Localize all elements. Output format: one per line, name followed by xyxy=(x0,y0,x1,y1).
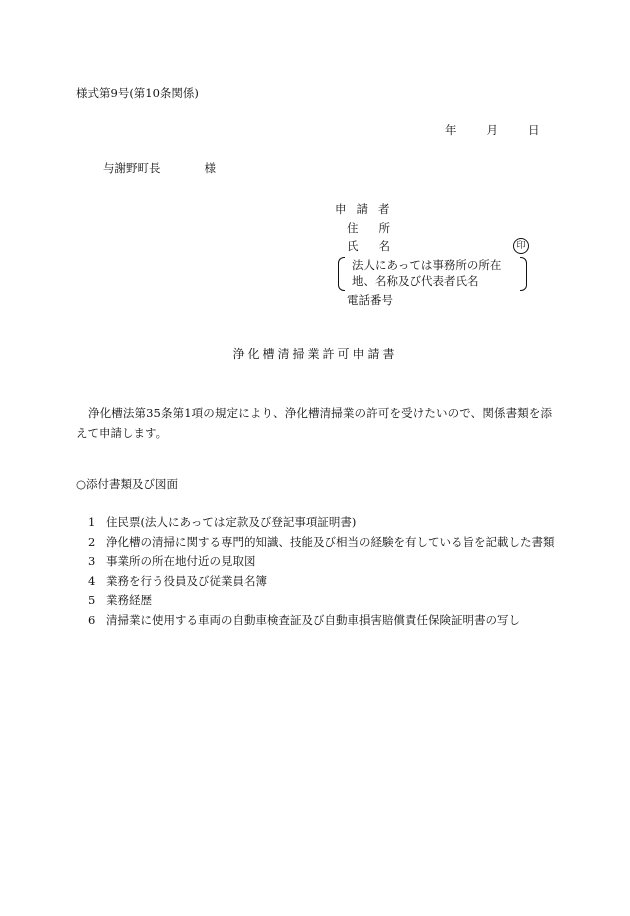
attachments-heading: ○添付書類及び図面 xyxy=(76,477,179,491)
item-text: 事業所の所在地付近の見取図 xyxy=(106,554,256,568)
addressee xyxy=(103,161,216,175)
corporate-note-line2: 地、名称及び代表者氏名 xyxy=(352,273,479,288)
item-number: 3 xyxy=(88,554,96,568)
document-title: 浄化槽清掃業許可申請書 xyxy=(232,347,398,361)
list-item xyxy=(88,533,558,553)
applicant-heading: 申請者 xyxy=(335,202,400,216)
date-day-label: 日 xyxy=(528,123,540,137)
list-item xyxy=(88,572,558,592)
date-month-label: 月 xyxy=(486,123,498,137)
item-text: 住民票(法人にあっては定款及び登記事項証明書) xyxy=(106,515,357,529)
phone-label: 電話番号 xyxy=(347,292,393,307)
date-line xyxy=(445,123,540,137)
list-item xyxy=(88,611,558,631)
list-item xyxy=(88,552,558,572)
list-item xyxy=(88,513,558,533)
item-number: 6 xyxy=(88,612,96,627)
corporate-note-line1: 法人にあっては事務所の所在 xyxy=(352,257,502,272)
item-number: 5 xyxy=(88,593,96,607)
left-bracket-icon xyxy=(338,257,345,291)
right-bracket-icon xyxy=(520,257,527,291)
item-number: 4 xyxy=(88,573,96,588)
item-text: 浄化槽の清掃に関する専門的知識、技能及び相当の経験を有している旨を記載した書類 xyxy=(106,534,555,549)
list-item xyxy=(88,591,558,611)
date-year-label: 年 xyxy=(445,123,457,137)
item-number: 1 xyxy=(88,515,96,529)
addressee-honorific: 様 xyxy=(204,161,216,175)
name-label: 氏名 xyxy=(347,239,410,253)
seal-icon: 印 xyxy=(513,238,529,254)
application-body-text: 浄化槽法第35条第1項の規定により、浄化槽清掃業の許可を受けたいので、関係書類を添えて申請します。 xyxy=(76,406,552,440)
applicant-block xyxy=(335,200,526,309)
addressee-name: 与謝野町長 xyxy=(103,161,161,175)
corporate-note xyxy=(335,257,501,291)
item-text: 清掃業に使用する車両の自動車検査証及び自動車損害賠償責任保険証明書の写し xyxy=(106,612,520,627)
attachments-list xyxy=(88,513,558,630)
item-number: 2 xyxy=(88,534,96,549)
item-text: 業務経歴 xyxy=(106,593,152,607)
form-number: 様式第9号(第10条関係) xyxy=(76,86,199,100)
name-row xyxy=(335,237,526,256)
item-text: 業務を行う役員及び従業員名簿 xyxy=(106,573,267,588)
address-label: 住所 xyxy=(347,220,410,235)
